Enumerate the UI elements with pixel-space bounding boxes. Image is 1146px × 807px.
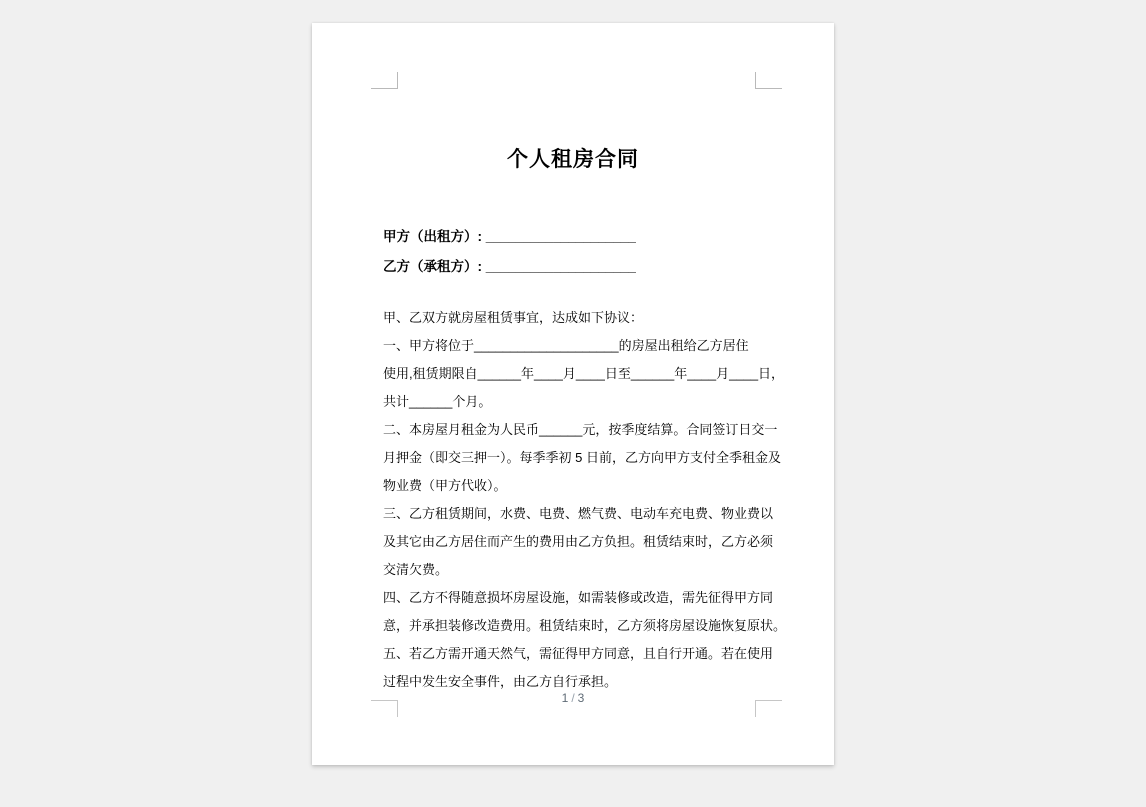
contract-line: 共计______个月。 xyxy=(383,394,492,409)
contract-line: 三、乙方租赁期间，水费、电费、燃气费、电动车充电费、物业费以 xyxy=(383,506,774,521)
document-title: 个人租房合同 xyxy=(507,147,639,171)
total-page-count: 3 xyxy=(577,691,585,705)
contract-line: 及其它由乙方居住而产生的费用由乙方负担。租赁结束时，乙方必须 xyxy=(383,534,774,549)
contract-line: 甲、乙双方就房屋租赁事宜，达成如下协议： xyxy=(383,310,644,325)
contract-line: 一、甲方将位于____________________的房屋出租给乙方居住 xyxy=(383,338,749,353)
contract-line: 五、若乙方需开通天然气，需征得甲方同意，且自行开通。若在使用 xyxy=(383,646,774,661)
document-page xyxy=(312,23,834,765)
contract-line: 二、本房屋月租金为人民币______元，按季度结算。合同签订日交一 xyxy=(383,422,778,437)
contract-line: 四、乙方不得随意损坏房屋设施，如需装修或改造，需先征得甲方同 xyxy=(383,590,774,605)
contract-line: 交清欠费。 xyxy=(383,562,449,577)
contract-line: 使用,租赁期限自______年____月____日至______年____月____日， xyxy=(383,366,785,381)
contract-line: 意，并承担装修改造费用。租赁结束时，乙方须将房屋设施恢复原状。 xyxy=(383,618,787,633)
contract-line: 过程中发生安全事件，由乙方自行承担。 xyxy=(383,674,618,689)
page-number-separator: / xyxy=(571,691,575,705)
contract-parties xyxy=(383,222,760,282)
contract-line: 月押金（即交三押一）。每季季初 5 日前，乙方向甲方支付全季租金及 xyxy=(383,450,781,465)
contract-line: 物业费（甲方代收）。 xyxy=(383,478,507,493)
page-number-indicator xyxy=(312,691,834,705)
contract-body xyxy=(383,304,787,696)
party-a-line: 甲方（出租方）: ____________________ xyxy=(383,229,636,244)
margin-crop-mark-top-left xyxy=(371,72,398,89)
current-page-number: 1 xyxy=(561,691,569,705)
margin-crop-mark-top-right xyxy=(755,72,782,89)
party-b-line: 乙方（承租方）: ____________________ xyxy=(383,259,636,274)
